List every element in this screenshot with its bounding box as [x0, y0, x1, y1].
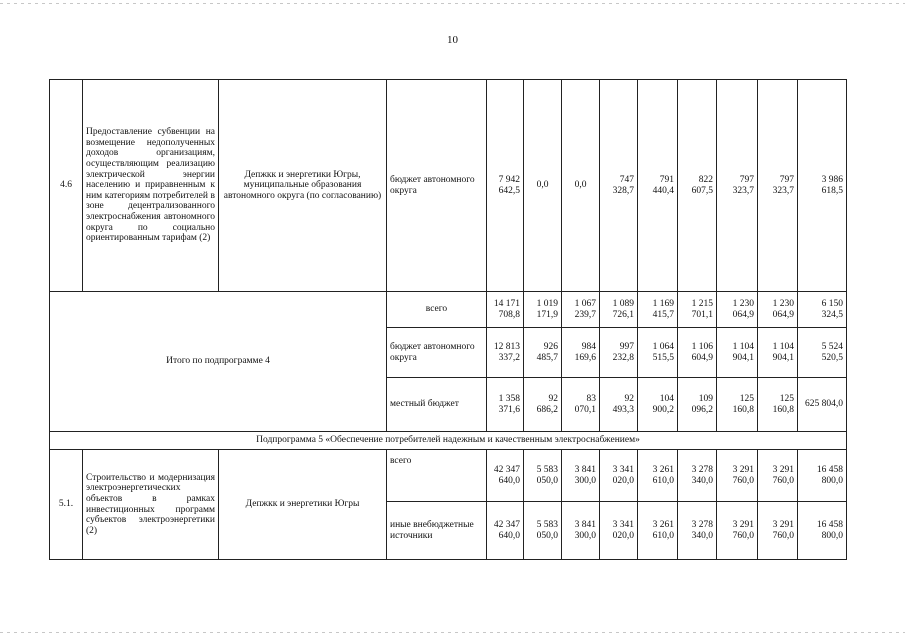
value-cell: 625 804,0 — [798, 378, 847, 432]
measure-description: Строительство и модернизация электроэнергетических объектов в рамках инвестиционных программ субъектов электроэнергетики (2) — [83, 450, 219, 560]
value-cell: 1 106 604,9 — [678, 328, 717, 378]
value-cell: 1 089 726,1 — [600, 292, 638, 328]
value-cell: 42 347 640,0 — [487, 502, 524, 560]
value-cell: 926 485,7 — [524, 328, 562, 378]
value-cell: 1 169 415,7 — [638, 292, 678, 328]
value-cell: 822 607,5 — [678, 80, 717, 292]
subtotal-label: Итого по подпрограмме 4 — [50, 292, 387, 432]
value-cell: 125 160,8 — [717, 378, 758, 432]
table-row-5-1-total — [50, 450, 847, 502]
value-cell: 3 841 300,0 — [562, 450, 600, 502]
funding-source: всего — [387, 292, 487, 328]
value-cell: 3 291 760,0 — [758, 502, 798, 560]
row-number: 4.6 — [50, 80, 83, 292]
value-cell: 92 493,3 — [600, 378, 638, 432]
value-cell: 42 347 640,0 — [487, 450, 524, 502]
value-cell: 797 323,7 — [717, 80, 758, 292]
value-cell: 1 104 904,1 — [717, 328, 758, 378]
funding-source: бюджет автономного округа — [387, 80, 487, 292]
measure-description: Предоставление субвенции на возмещение недополученных доходов организациям, осуществляющим реализацию электрической энергии населению и приравненным к ним категориям потребителей в зоне децентрализованного электроснабжения автономного округа по социально ориентированным тарифам (2) — [83, 80, 219, 292]
value-cell: 5 524 520,5 — [798, 328, 847, 378]
table-row-subprogram-5 — [50, 432, 847, 450]
executor: Депжкк и энергетики Югры, муниципальные образования автономного округа (по согласованию) — [219, 80, 387, 292]
value-cell: 5 583 050,0 — [524, 450, 562, 502]
value-cell: 5 583 050,0 — [524, 502, 562, 560]
value-cell: 1 230 064,9 — [758, 292, 798, 328]
value-cell: 3 841 300,0 — [562, 502, 600, 560]
value-cell: 16 458 800,0 — [798, 450, 847, 502]
value-cell: 3 291 760,0 — [758, 450, 798, 502]
page-number: 10 — [447, 34, 458, 46]
value-cell: 1 358 371,6 — [487, 378, 524, 432]
value-cell: 104 900,2 — [638, 378, 678, 432]
value-cell: 14 171 708,8 — [487, 292, 524, 328]
funding-source: местный бюджет — [387, 378, 487, 432]
value-cell: 6 150 324,5 — [798, 292, 847, 328]
scan-artifact-top — [0, 3, 905, 4]
value-cell: 125 160,8 — [758, 378, 798, 432]
table-row-itogo-total — [50, 292, 847, 328]
value-cell: 3 261 610,0 — [638, 502, 678, 560]
value-cell: 92 686,2 — [524, 378, 562, 432]
value-cell: 3 341 020,0 — [600, 502, 638, 560]
value-cell: 1 230 064,9 — [717, 292, 758, 328]
value-cell: 1 064 515,5 — [638, 328, 678, 378]
value-cell: 16 458 800,0 — [798, 502, 847, 560]
value-cell: 1 104 904,1 — [758, 328, 798, 378]
scan-artifact-bottom — [0, 632, 905, 633]
value-cell: 1 067 239,7 — [562, 292, 600, 328]
value-cell: 997 232,8 — [600, 328, 638, 378]
value-cell: 1 215 701,1 — [678, 292, 717, 328]
value-cell: 3 291 760,0 — [717, 502, 758, 560]
value-cell: 984 169,6 — [562, 328, 600, 378]
executor: Депжкк и энергетики Югры — [219, 450, 387, 560]
value-cell: 7 942 642,5 — [487, 80, 524, 292]
value-cell: 747 328,7 — [600, 80, 638, 292]
value-cell: 3 341 020,0 — [600, 450, 638, 502]
value-cell: 109 096,2 — [678, 378, 717, 432]
value-cell: 0,0 — [562, 80, 600, 292]
value-cell: 12 813 337,2 — [487, 328, 524, 378]
value-cell: 791 440,4 — [638, 80, 678, 292]
value-cell: 0,0 — [524, 80, 562, 292]
budget-table — [49, 79, 847, 560]
value-cell: 83 070,1 — [562, 378, 600, 432]
value-cell: 3 261 610,0 — [638, 450, 678, 502]
subprogram-title: Подпрограмма 5 «Обеспечение потребителей надежным и качественным электроснабжением» — [50, 432, 847, 450]
value-cell: 797 323,7 — [758, 80, 798, 292]
table-row-4-6 — [50, 80, 847, 292]
funding-source: иные внебюджетные источники — [387, 502, 487, 560]
value-cell: 3 278 340,0 — [678, 502, 717, 560]
value-cell: 3 278 340,0 — [678, 450, 717, 502]
value-cell: 1 019 171,9 — [524, 292, 562, 328]
value-cell: 3 986 618,5 — [798, 80, 847, 292]
value-cell: 3 291 760,0 — [717, 450, 758, 502]
funding-source: бюджет автономного округа — [387, 328, 487, 378]
funding-source: всего — [387, 450, 487, 502]
row-number: 5.1. — [50, 450, 83, 560]
